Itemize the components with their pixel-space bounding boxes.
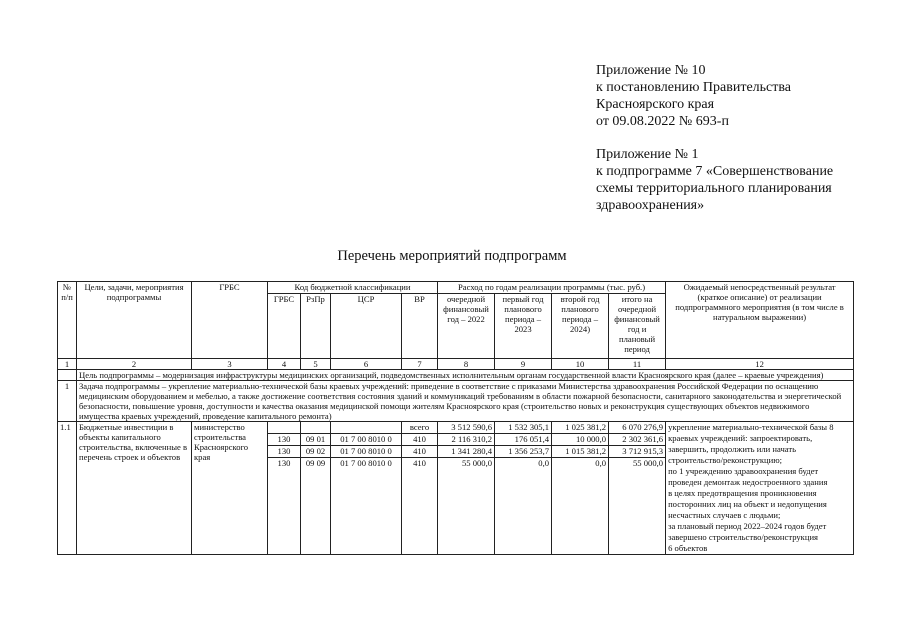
task-text: Задача подпрограммы – укрепление материально-технической базы краевых учреждений: приведение в соответствие с приказами Министерства здравоохранения Российской Федерации по оснащению медицинским оборудованием и мебелью, а также достижение соответствия состояния зданий и коммуникаций требованиям в области пожарной безопасности, санитарного законодательства и энергетической безопасности, повышение уровня, доступности и качества оказания медицинской помощи жителям Красноярского края (строительство новых и реконструкция существующих объектов недвижимого имущества краевых учреждений, проведение капитального ремонта) bbox=[77, 381, 854, 422]
result-line: в целях предотвращения проникновения bbox=[668, 488, 817, 498]
task-row bbox=[58, 381, 854, 422]
cell-2022: 55 000,0 bbox=[438, 458, 495, 555]
header-csr: ЦСР bbox=[331, 293, 402, 358]
header-result: Ожидаемый непосредственный результат (краткое описание) от реализации подпрограммного мероприятия (в том числе в натуральном выражении) bbox=[666, 282, 854, 359]
column-number: 4 bbox=[268, 359, 301, 370]
result-line: завершено строительство/реконструкция bbox=[668, 532, 819, 542]
goal-num-cell bbox=[58, 370, 77, 381]
result-line: за плановый период 2022–2024 годов будет bbox=[668, 521, 827, 531]
cell-grbs-code: 130 bbox=[268, 446, 301, 458]
result-line: несчастных случаев с людьми; bbox=[668, 510, 781, 520]
column-number: 9 bbox=[495, 359, 552, 370]
header-year-2024: второй год планового периода – 2024) bbox=[552, 293, 609, 358]
cell-csr bbox=[331, 422, 402, 434]
header-grbs-code: ГРБС bbox=[268, 293, 301, 358]
header-expenses: Расход по годам реализации программы (тыс. руб.) bbox=[438, 282, 666, 294]
header-year-2023: первый год планового периода – 2023 bbox=[495, 293, 552, 358]
cell-vr: всего bbox=[402, 422, 438, 434]
activity-grbs: министерство строительства Красноярского края bbox=[192, 422, 268, 555]
result-line: по 1 учреждению здравоохранения будет bbox=[668, 466, 819, 476]
goal-row bbox=[58, 370, 854, 381]
activity-name: Бюджетные инвестиции в объекты капитального строительства, включенные в перечень строек и объектов bbox=[77, 422, 192, 555]
cell-grbs-code bbox=[268, 422, 301, 434]
appendix-sub-block bbox=[596, 146, 896, 214]
document-title: Перечень мероприятий подпрограмм bbox=[337, 248, 567, 264]
cell-csr: 01 7 00 8010 0 bbox=[331, 458, 402, 555]
cell-csr: 01 7 00 8010 0 bbox=[331, 434, 402, 446]
cell-rzpr: 09 02 bbox=[301, 446, 331, 458]
appendix-main-block bbox=[596, 62, 896, 130]
column-number: 12 bbox=[666, 359, 854, 370]
cell-2023: 176 051,4 bbox=[495, 434, 552, 446]
cell-2022: 2 116 310,2 bbox=[438, 434, 495, 446]
cell-total: 55 000,0 bbox=[609, 458, 666, 555]
result-line: краевых учреждений: запроектировать, bbox=[668, 433, 813, 443]
appendix-main-line: от 09.08.2022 № 693-п bbox=[596, 114, 729, 129]
column-number-row bbox=[58, 359, 854, 370]
column-number: 7 bbox=[402, 359, 438, 370]
cell-grbs-code: 130 bbox=[268, 434, 301, 446]
cell-2024: 10 000,0 bbox=[552, 434, 609, 446]
header-goals: Цели, задачи, мероприятия подпрограммы bbox=[77, 282, 192, 359]
cell-vr: 410 bbox=[402, 434, 438, 446]
cell-2023: 1 532 305,1 bbox=[495, 422, 552, 434]
appendix-main-line: Красноярского края bbox=[596, 97, 715, 112]
task-number: 1 bbox=[58, 381, 77, 422]
activity-number: 1.1 bbox=[58, 422, 77, 555]
cell-vr: 410 bbox=[402, 458, 438, 555]
cell-2024: 1 025 381,2 bbox=[552, 422, 609, 434]
cell-2024: 0,0 bbox=[552, 458, 609, 555]
header-budget-code: Код бюджетной классификации bbox=[268, 282, 438, 294]
column-number: 1 bbox=[58, 359, 77, 370]
cell-rzpr: 09 09 bbox=[301, 458, 331, 555]
header-row-1 bbox=[58, 282, 854, 294]
header-grbs: ГРБС bbox=[192, 282, 268, 359]
cell-total: 3 712 915,3 bbox=[609, 446, 666, 458]
goal-text: Цель подпрограммы – модернизация инфраструктуры медицинских организаций, подведомственных исполнительным органам государственной власти Красноярского края (далее – краевые учреждения) bbox=[77, 370, 854, 381]
activities-table bbox=[57, 281, 854, 555]
header-rzpr: РзПр bbox=[301, 293, 331, 358]
cell-2022: 1 341 280,4 bbox=[438, 446, 495, 458]
header-year-2022: очередной финансовый год – 2022 bbox=[438, 293, 495, 358]
cell-2024: 1 015 381,2 bbox=[552, 446, 609, 458]
cell-grbs-code: 130 bbox=[268, 458, 301, 555]
header-num: № п/п bbox=[58, 282, 77, 359]
result-line: строительство/реконструкцию; bbox=[668, 455, 783, 465]
cell-rzpr bbox=[301, 422, 331, 434]
result-line: 6 объектов bbox=[668, 543, 708, 553]
appendix-sub-line: здравоохранения» bbox=[596, 198, 705, 213]
column-number: 10 bbox=[552, 359, 609, 370]
column-number: 8 bbox=[438, 359, 495, 370]
appendix-sub-line: схемы территориального планирования bbox=[596, 181, 832, 196]
cell-2023: 1 356 253,7 bbox=[495, 446, 552, 458]
cell-vr: 410 bbox=[402, 446, 438, 458]
cell-total: 2 302 361,6 bbox=[609, 434, 666, 446]
column-number: 3 bbox=[192, 359, 268, 370]
activity-row-total bbox=[58, 422, 854, 434]
result-line: проведен демонтаж недостроенного здания bbox=[668, 477, 828, 487]
header-vr: ВР bbox=[402, 293, 438, 358]
cell-2022: 3 512 590,6 bbox=[438, 422, 495, 434]
column-number: 11 bbox=[609, 359, 666, 370]
header-total: итого на очередной финансовый год и плановый период bbox=[609, 293, 666, 358]
appendix-sub-line: Приложение № 1 bbox=[596, 147, 699, 162]
column-number: 6 bbox=[331, 359, 402, 370]
cell-rzpr: 09 01 bbox=[301, 434, 331, 446]
cell-csr: 01 7 00 8010 0 bbox=[331, 446, 402, 458]
column-number: 5 bbox=[301, 359, 331, 370]
cell-2023: 0,0 bbox=[495, 458, 552, 555]
appendix-sub-line: к подпрограмме 7 «Совершенствование bbox=[596, 164, 834, 179]
appendix-main-line: Приложение № 10 bbox=[596, 63, 706, 78]
activity-result bbox=[666, 422, 854, 555]
appendix-main-line: к постановлению Правительства bbox=[596, 80, 792, 95]
result-line: посторонних лиц на объект и недопущения bbox=[668, 499, 827, 509]
cell-total: 6 070 276,9 bbox=[609, 422, 666, 434]
column-number: 2 bbox=[77, 359, 192, 370]
result-line: укрепление материально-технической базы 8 bbox=[668, 422, 834, 432]
result-line: завершить, продолжить или начать bbox=[668, 444, 797, 454]
